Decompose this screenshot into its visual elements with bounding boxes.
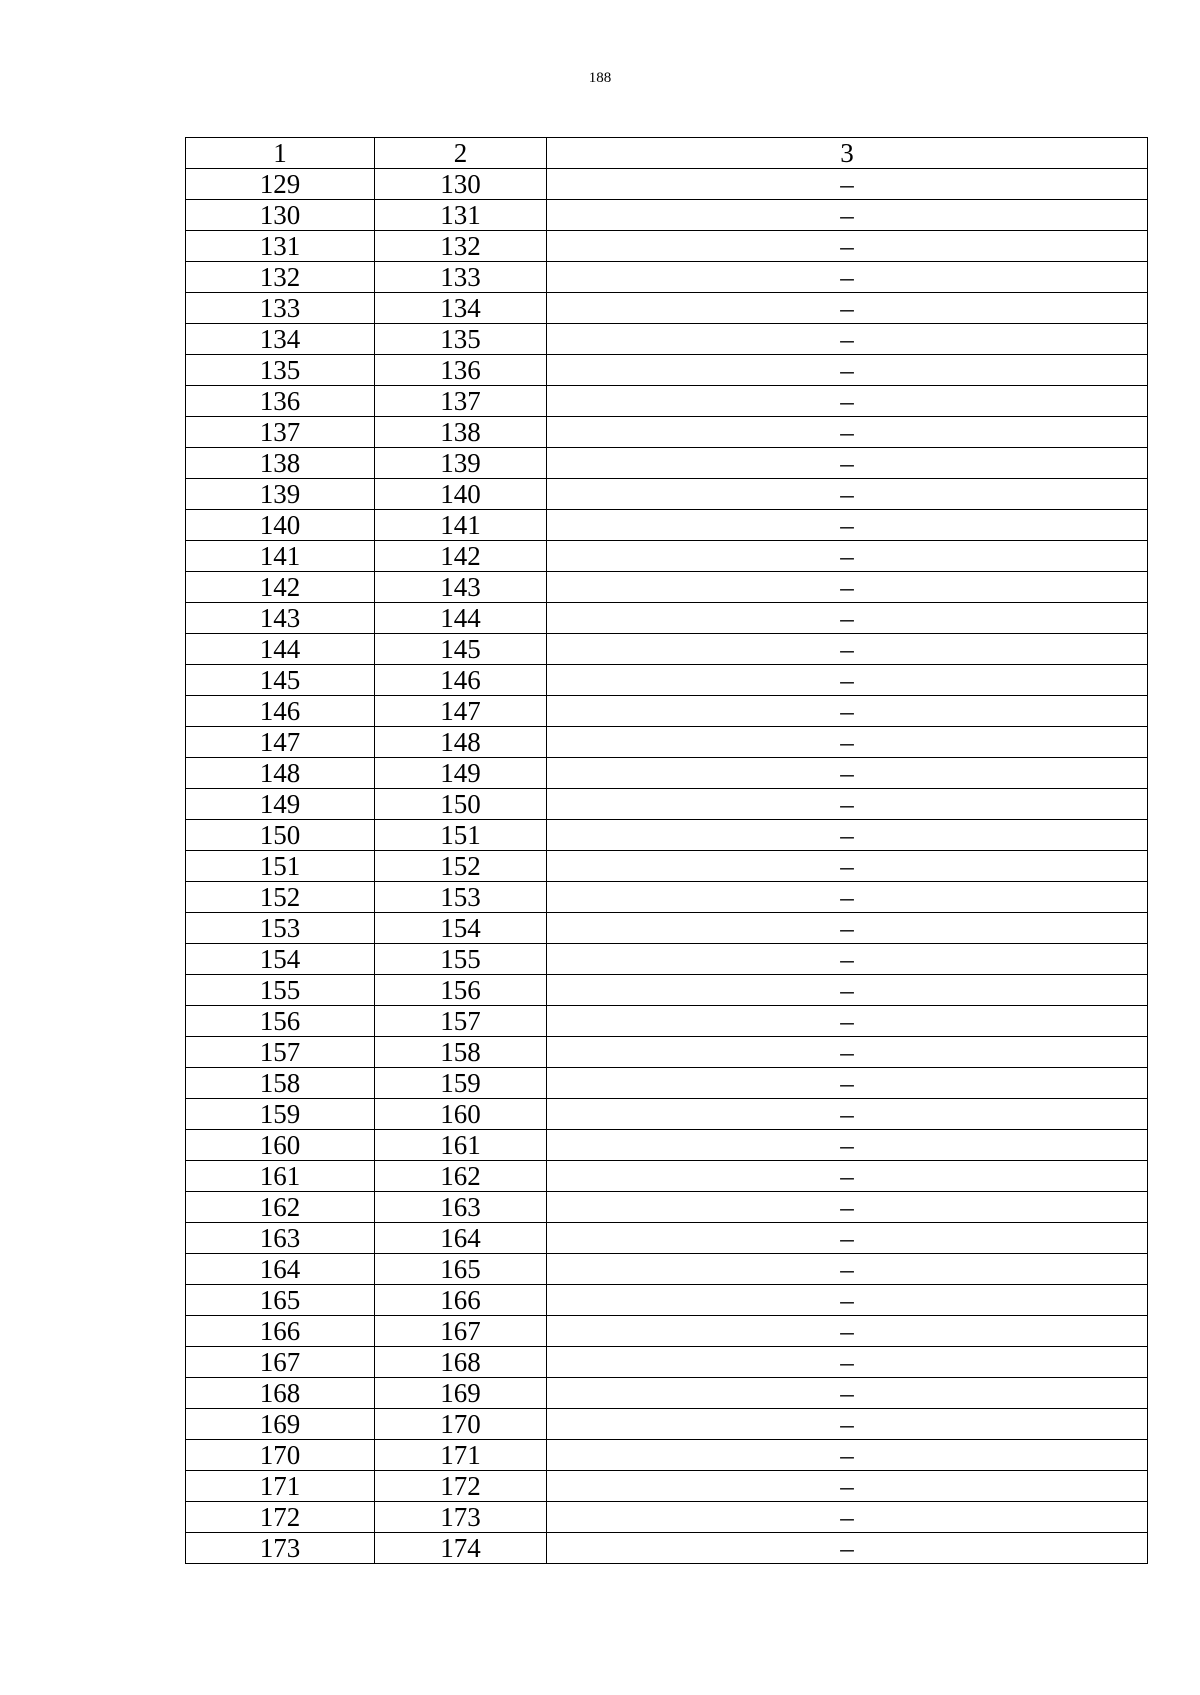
table-row (186, 758, 1148, 789)
table-cell-col-1: 131 (186, 231, 375, 262)
table-cell-col-1: 170 (186, 1440, 375, 1471)
table-cell-col-2: 168 (375, 1347, 547, 1378)
table-row (186, 1316, 1148, 1347)
table-cell-col-1: 148 (186, 758, 375, 789)
table-row (186, 665, 1148, 696)
table-cell-col-1: 150 (186, 820, 375, 851)
table-cell-col-2: 155 (375, 944, 547, 975)
table-cell-col-1: 132 (186, 262, 375, 293)
table-row (186, 200, 1148, 231)
table-cell-col-2: 166 (375, 1285, 547, 1316)
table-row (186, 882, 1148, 913)
table-cell-col-3: – (547, 1502, 1148, 1533)
table-cell-col-3: – (547, 1533, 1148, 1564)
table-cell-col-2: 131 (375, 200, 547, 231)
table-cell-col-3: – (547, 1409, 1148, 1440)
table-cell-col-1: 157 (186, 1037, 375, 1068)
table-cell-col-2: 135 (375, 324, 547, 355)
table-cell-col-3: – (547, 479, 1148, 510)
table-cell-col-3: – (547, 572, 1148, 603)
table-cell-col-1: 156 (186, 1006, 375, 1037)
table-row (186, 851, 1148, 882)
table-cell-col-2: 137 (375, 386, 547, 417)
table-cell-col-2: 143 (375, 572, 547, 603)
table-cell-col-1: 130 (186, 200, 375, 231)
table-row (186, 1347, 1148, 1378)
table-row (186, 1378, 1148, 1409)
table-cell-col-3: – (547, 169, 1148, 200)
table-cell-col-1: 140 (186, 510, 375, 541)
table-cell-col-3: – (547, 789, 1148, 820)
table-row (186, 1285, 1148, 1316)
table-cell-col-3: – (547, 355, 1148, 386)
table-cell-col-1: 135 (186, 355, 375, 386)
table-cell-col-3: – (547, 1006, 1148, 1037)
table-cell-col-1: 153 (186, 913, 375, 944)
table-cell-col-1: 141 (186, 541, 375, 572)
table-row (186, 1068, 1148, 1099)
table-cell-col-2: 174 (375, 1533, 547, 1564)
table-cell-col-3: – (547, 1347, 1148, 1378)
table-cell-col-3: – (547, 386, 1148, 417)
table-cell-col-1: 149 (186, 789, 375, 820)
header-cell-1: 1 (186, 138, 375, 169)
table-cell-col-2: 146 (375, 665, 547, 696)
table-cell-col-2: 141 (375, 510, 547, 541)
table-cell-col-3: – (547, 231, 1148, 262)
table-cell-col-2: 139 (375, 448, 547, 479)
table-cell-col-3: – (547, 1285, 1148, 1316)
table-cell-col-2: 154 (375, 913, 547, 944)
table-cell-col-1: 143 (186, 603, 375, 634)
table-cell-col-1: 171 (186, 1471, 375, 1502)
table-cell-col-2: 130 (375, 169, 547, 200)
table-cell-col-2: 145 (375, 634, 547, 665)
table-cell-col-1: 155 (186, 975, 375, 1006)
table-cell-col-3: – (547, 1440, 1148, 1471)
table-cell-col-2: 133 (375, 262, 547, 293)
table-cell-col-2: 138 (375, 417, 547, 448)
table-row (186, 1130, 1148, 1161)
table-row (186, 1533, 1148, 1564)
table-cell-col-1: 129 (186, 169, 375, 200)
table-cell-col-1: 136 (186, 386, 375, 417)
table-row (186, 448, 1148, 479)
table-cell-col-3: – (547, 510, 1148, 541)
table-cell-col-1: 146 (186, 696, 375, 727)
table-cell-col-3: – (547, 696, 1148, 727)
table-cell-col-2: 173 (375, 1502, 547, 1533)
table-row (186, 1440, 1148, 1471)
table-cell-col-2: 161 (375, 1130, 547, 1161)
table-cell-col-1: 133 (186, 293, 375, 324)
table-row (186, 293, 1148, 324)
table-row (186, 1006, 1148, 1037)
table-cell-col-3: – (547, 1099, 1148, 1130)
table-cell-col-2: 152 (375, 851, 547, 882)
table-cell-col-1: 169 (186, 1409, 375, 1440)
table-cell-col-3: – (547, 1471, 1148, 1502)
table-cell-col-1: 158 (186, 1068, 375, 1099)
table-cell-col-2: 149 (375, 758, 547, 789)
table-cell-col-3: – (547, 727, 1148, 758)
table-cell-col-3: – (547, 1316, 1148, 1347)
table-row (186, 355, 1148, 386)
table-cell-col-2: 151 (375, 820, 547, 851)
table-row (186, 944, 1148, 975)
table-cell-col-1: 160 (186, 1130, 375, 1161)
table-cell-col-3: – (547, 541, 1148, 572)
header-cell-2: 2 (375, 138, 547, 169)
table-row (186, 417, 1148, 448)
table-row (186, 572, 1148, 603)
table-row (186, 1502, 1148, 1533)
table-cell-col-2: 132 (375, 231, 547, 262)
table-cell-col-3: – (547, 975, 1148, 1006)
table-row (186, 603, 1148, 634)
table-cell-col-1: 147 (186, 727, 375, 758)
table-row (186, 975, 1148, 1006)
table-cell-col-2: 167 (375, 1316, 547, 1347)
table-row (186, 1161, 1148, 1192)
table-cell-col-2: 171 (375, 1440, 547, 1471)
table-row (186, 541, 1148, 572)
table-row (186, 1037, 1148, 1068)
table-cell-col-1: 145 (186, 665, 375, 696)
table-cell-col-3: – (547, 665, 1148, 696)
table-cell-col-1: 142 (186, 572, 375, 603)
table-cell-col-1: 139 (186, 479, 375, 510)
table-cell-col-1: 165 (186, 1285, 375, 1316)
table-header-row (186, 138, 1148, 169)
table-cell-col-3: – (547, 820, 1148, 851)
data-table (185, 137, 1148, 1564)
table-cell-col-2: 159 (375, 1068, 547, 1099)
table-cell-col-2: 144 (375, 603, 547, 634)
table-body (186, 138, 1148, 1564)
table-cell-col-2: 172 (375, 1471, 547, 1502)
table-cell-col-3: – (547, 1037, 1148, 1068)
table-cell-col-2: 136 (375, 355, 547, 386)
table-row (186, 169, 1148, 200)
table-cell-col-1: 134 (186, 324, 375, 355)
table-cell-col-3: – (547, 634, 1148, 665)
table-cell-col-2: 140 (375, 479, 547, 510)
table-cell-col-3: – (547, 944, 1148, 975)
table-cell-col-2: 162 (375, 1161, 547, 1192)
table-cell-col-3: – (547, 1192, 1148, 1223)
table-cell-col-3: – (547, 1254, 1148, 1285)
table-cell-col-3: – (547, 1161, 1148, 1192)
table-cell-col-3: – (547, 913, 1148, 944)
table-row (186, 231, 1148, 262)
table-cell-col-3: – (547, 1378, 1148, 1409)
table-row (186, 820, 1148, 851)
table-cell-col-3: – (547, 758, 1148, 789)
page-number: 188 (588, 70, 612, 86)
table-row (186, 479, 1148, 510)
table-cell-col-1: 162 (186, 1192, 375, 1223)
table-cell-col-2: 158 (375, 1037, 547, 1068)
table-cell-col-1: 172 (186, 1502, 375, 1533)
table-cell-col-2: 165 (375, 1254, 547, 1285)
table-cell-col-3: – (547, 200, 1148, 231)
table-row (186, 1099, 1148, 1130)
table-cell-col-3: – (547, 1068, 1148, 1099)
table-cell-col-2: 157 (375, 1006, 547, 1037)
table-cell-col-1: 163 (186, 1223, 375, 1254)
table-cell-col-3: – (547, 262, 1148, 293)
table-row (186, 1223, 1148, 1254)
table-cell-col-1: 144 (186, 634, 375, 665)
table-cell-col-1: 168 (186, 1378, 375, 1409)
table-cell-col-2: 164 (375, 1223, 547, 1254)
header-cell-3: 3 (547, 138, 1148, 169)
table-row (186, 789, 1148, 820)
table-cell-col-3: – (547, 603, 1148, 634)
table-cell-col-3: – (547, 1130, 1148, 1161)
table-cell-col-1: 173 (186, 1533, 375, 1564)
table-row (186, 727, 1148, 758)
table-cell-col-3: – (547, 293, 1148, 324)
table-row (186, 386, 1148, 417)
table-cell-col-2: 160 (375, 1099, 547, 1130)
table-cell-col-2: 163 (375, 1192, 547, 1223)
table-cell-col-1: 161 (186, 1161, 375, 1192)
table-cell-col-1: 137 (186, 417, 375, 448)
table-cell-col-2: 169 (375, 1378, 547, 1409)
table-cell-col-3: – (547, 417, 1148, 448)
table-row (186, 1254, 1148, 1285)
table-cell-col-2: 150 (375, 789, 547, 820)
table-cell-col-2: 148 (375, 727, 547, 758)
table-cell-col-1: 167 (186, 1347, 375, 1378)
table-cell-col-1: 151 (186, 851, 375, 882)
table-cell-col-2: 147 (375, 696, 547, 727)
table-cell-col-2: 134 (375, 293, 547, 324)
table-cell-col-2: 153 (375, 882, 547, 913)
table-row (186, 1471, 1148, 1502)
table-cell-col-2: 170 (375, 1409, 547, 1440)
table-cell-col-1: 152 (186, 882, 375, 913)
table-cell-col-1: 154 (186, 944, 375, 975)
table-cell-col-2: 142 (375, 541, 547, 572)
table-cell-col-3: – (547, 851, 1148, 882)
table-row (186, 1409, 1148, 1440)
table-cell-col-3: – (547, 324, 1148, 355)
table-cell-col-1: 166 (186, 1316, 375, 1347)
table-cell-col-2: 156 (375, 975, 547, 1006)
table-row (186, 510, 1148, 541)
table-row (186, 262, 1148, 293)
table-row (186, 324, 1148, 355)
table-cell-col-1: 159 (186, 1099, 375, 1130)
table-cell-col-3: – (547, 882, 1148, 913)
table-row (186, 1192, 1148, 1223)
table-row (186, 913, 1148, 944)
table-cell-col-3: – (547, 1223, 1148, 1254)
table-row (186, 634, 1148, 665)
table-row (186, 696, 1148, 727)
table-cell-col-1: 164 (186, 1254, 375, 1285)
table-cell-col-3: – (547, 448, 1148, 479)
table-cell-col-1: 138 (186, 448, 375, 479)
